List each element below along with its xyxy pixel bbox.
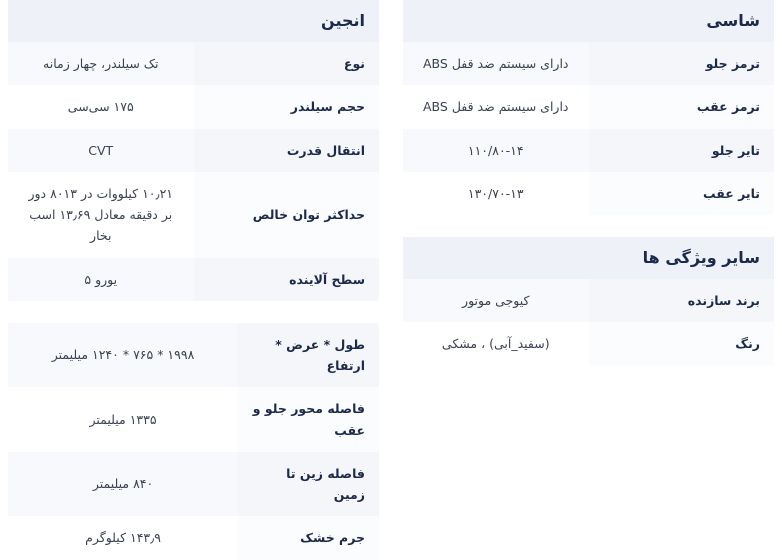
- row-label: ترمز عقب: [589, 85, 775, 128]
- row-value: یورو ۵: [8, 258, 194, 301]
- row-value: ۱۳۰/۷۰-۱۳: [403, 172, 589, 215]
- table-row: [8, 85, 379, 128]
- table-row: [403, 172, 774, 215]
- row-value: ۱۰٫۲۱ کیلووات در ۸۰۱۳ دور بر دقیقه معادل ۱۳٫۶۹ اسب بخار: [8, 172, 194, 258]
- chassis-table-title-row: [403, 0, 774, 42]
- row-label: سطح آلاینده: [194, 258, 380, 301]
- row-label: نوع: [194, 42, 380, 85]
- chassis-table: [403, 0, 774, 215]
- table-row: [8, 129, 379, 172]
- row-label: فاصله محور جلو و عقب: [238, 387, 379, 452]
- row-value: کیوجی موتور: [403, 279, 589, 322]
- row-value: ۱۱۰/۸۰-۱۴: [403, 129, 589, 172]
- engine-table: [8, 0, 379, 301]
- row-value: دارای سیستم ضد قفل ABS: [403, 85, 589, 128]
- table-row: [403, 322, 774, 365]
- other-features-title-row: [403, 237, 774, 279]
- table-row: [8, 516, 379, 559]
- other-features-table: [403, 237, 774, 366]
- row-label: تایر جلو: [589, 129, 775, 172]
- table-row: [8, 387, 379, 452]
- row-label: جرم خشک: [238, 516, 379, 559]
- table-row: [8, 42, 379, 85]
- row-value: ۸۴۰ میلیمتر: [8, 452, 238, 517]
- table-row: [8, 452, 379, 517]
- engine-table-title-row: [8, 0, 379, 42]
- chassis-table-title: شاسی: [403, 0, 774, 42]
- table-row: [403, 85, 774, 128]
- row-label: رنگ: [589, 322, 775, 365]
- table-row: [403, 42, 774, 85]
- other-features-title: سایر ویژگی ها: [403, 237, 774, 279]
- table-row: [8, 172, 379, 258]
- row-label: حجم سیلندر: [194, 85, 380, 128]
- row-label: تایر عقب: [589, 172, 775, 215]
- row-label: حداکثر توان خالص: [194, 172, 380, 258]
- row-label: انتقال قدرت: [194, 129, 380, 172]
- table-row: [403, 279, 774, 322]
- table-row: [8, 323, 379, 388]
- row-value: ۱۳۳۵ میلیمتر: [8, 387, 238, 452]
- table-row: [403, 129, 774, 172]
- row-value: ۱۹۹۸ * ۷۶۵ * ۱۲۴۰ میلیمتر: [8, 323, 238, 388]
- chassis-column: [403, 0, 774, 560]
- engine-column: [8, 0, 379, 560]
- table-row: [8, 258, 379, 301]
- row-label: طول * عرض * ارتفاع: [238, 323, 379, 388]
- row-value: دارای سیستم ضد قفل ABS: [403, 42, 589, 85]
- row-value: (سفید_آبی) ، مشکی: [403, 322, 589, 365]
- row-value: ۱۴۳٫۹ کیلوگرم: [8, 516, 238, 559]
- row-value: ۱۷۵ سی‌سی: [8, 85, 194, 128]
- row-label: ترمز جلو: [589, 42, 775, 85]
- dimensions-table: [8, 323, 379, 560]
- row-label: برند سازنده: [589, 279, 775, 322]
- row-label: فاصله زین تا زمین: [238, 452, 379, 517]
- row-value: CVT: [8, 129, 194, 172]
- engine-table-title: انجین: [8, 0, 379, 42]
- row-value: تک سیلندر، چهار زمانه: [8, 42, 194, 85]
